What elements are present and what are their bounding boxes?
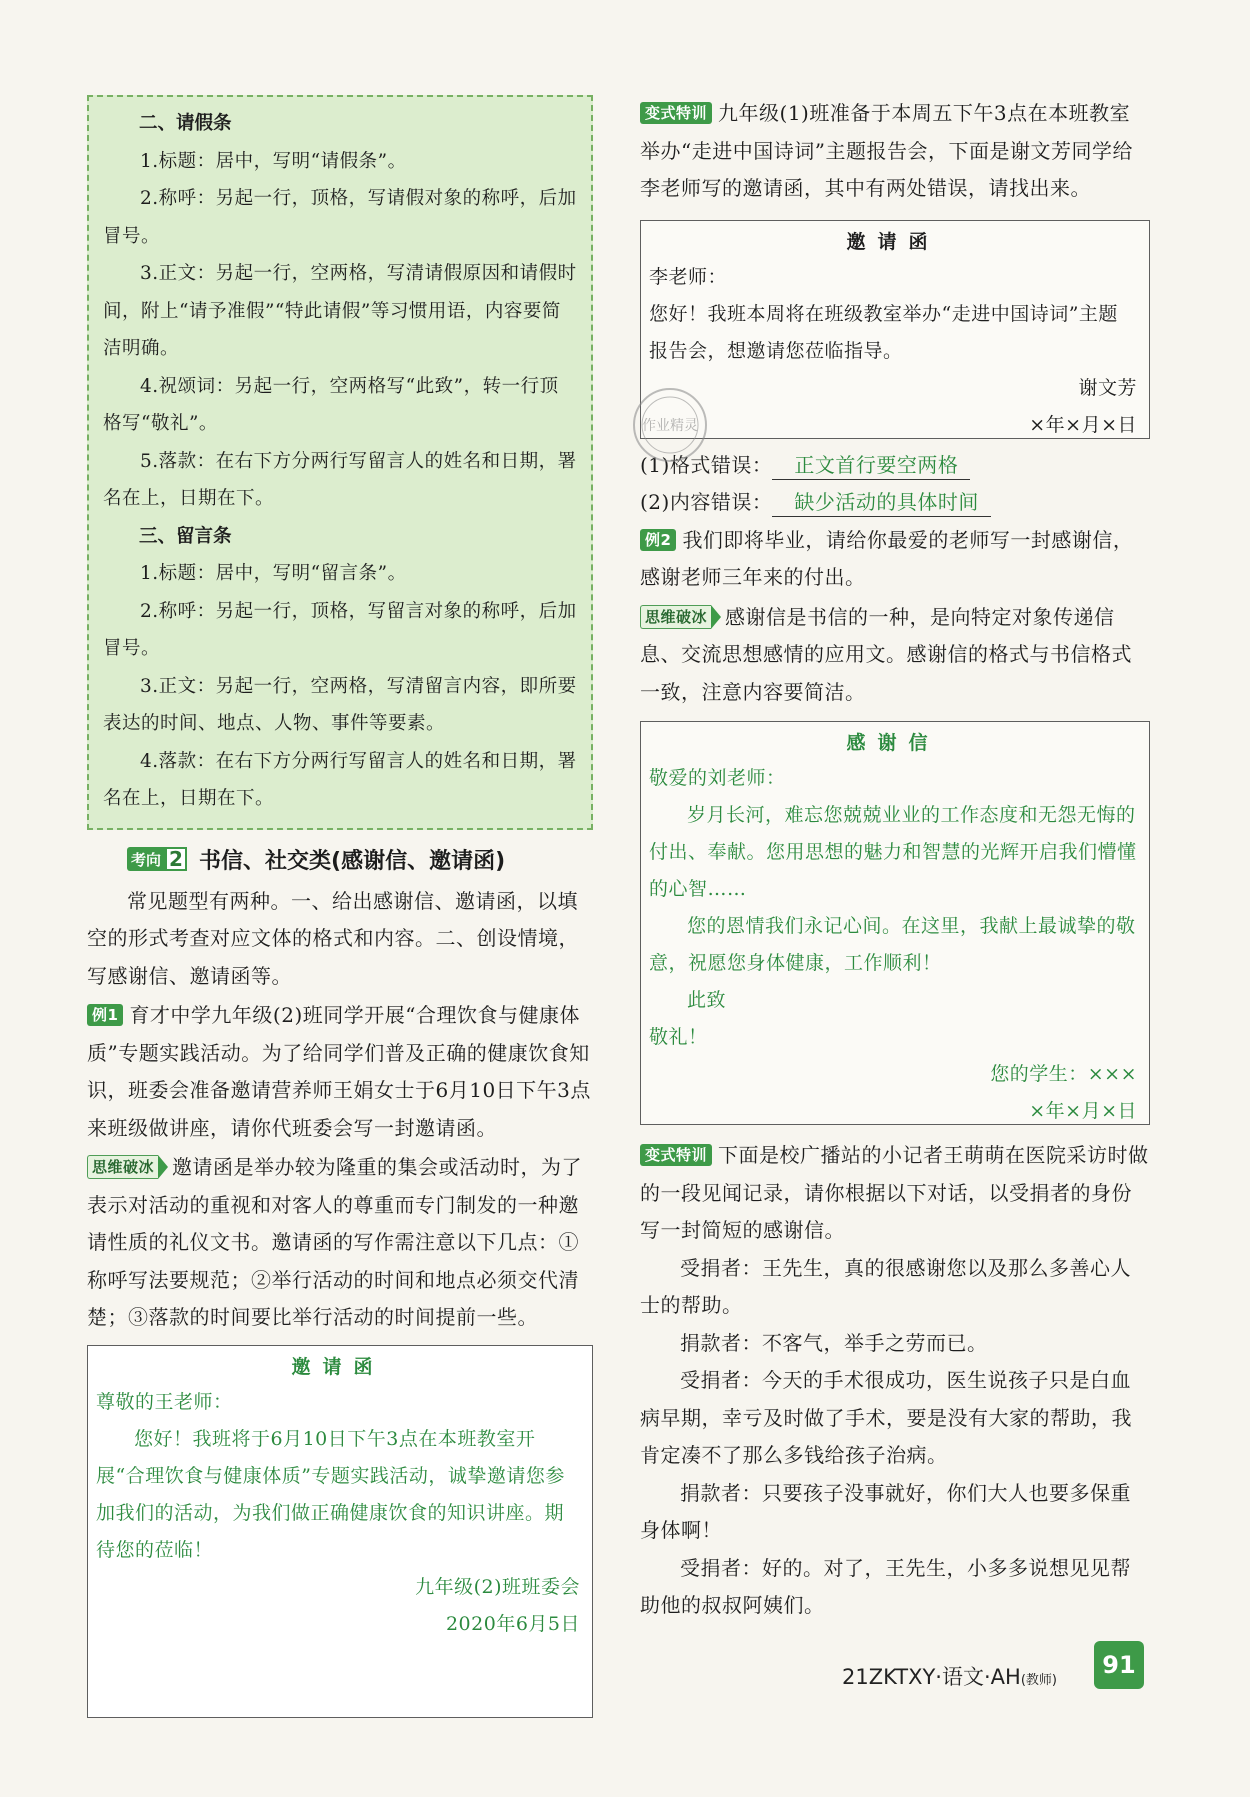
invitation-1-body: 您好！我班将于6月10日下午3点在本班教室开展“合理饮食与健康体质”专题实践活动，诚挚邀请您参加我们的活动，为我们做正确健康饮食的知识讲座。期待您的莅临！ xyxy=(96,1427,565,1561)
leave-note-item-1: 1.标题：居中，写明“请假条”。 xyxy=(140,150,407,172)
invitation-letter-1 xyxy=(87,1345,593,1718)
leave-note-item-5: 5.落款：在右下方分两行写留言人的姓名和日期，署名在上，日期在下。 xyxy=(103,450,577,509)
example-1 xyxy=(87,997,593,1147)
answer-2-label: (2)内容错误： xyxy=(640,490,773,514)
answer-2 xyxy=(640,484,1150,522)
think-2-badge: 思维破冰 xyxy=(640,605,711,629)
dialogue-4: 捐款者：只要孩子没事就好，你们大人也要多保重身体啊！ xyxy=(640,1480,1131,1542)
variant-2 xyxy=(640,1137,1150,1250)
example-2-badge: 例2 xyxy=(640,529,676,551)
play-arrow-icon xyxy=(711,605,721,629)
invitation-2-signer: 谢文芳 xyxy=(1078,376,1137,399)
svg-text:作业精灵: 作业精灵 xyxy=(642,418,698,434)
section-intro: 常见题型有两种。一、给出感谢信、邀请函，以填空的形式考查对应文体的格式和内容。二、创设情境，写感谢信、邀请函等。 xyxy=(87,888,579,988)
variant-1-text: 九年级(1)班准备于本周五下午3点在本班教室举办“走进中国诗词”主题报告会，下面是谢文芳同学给李老师写的邀请函，其中有两处错误，请找出来。 xyxy=(640,101,1133,200)
example-2 xyxy=(640,522,1150,597)
section-title: 书信、社交类(感谢信、邀请函) xyxy=(199,848,506,874)
thanks-paragraph-1: 岁月长河，难忘您兢兢业业的工作态度和无怨无悔的付出、奉献。您用思想的魅力和智慧的光辉开启我们懵懂的心智…… xyxy=(649,804,1137,900)
page-number: 91 xyxy=(1094,1641,1144,1689)
message-note-item-4: 4.落款：在右下方分两行写留言人的姓名和日期，署名在上，日期在下。 xyxy=(103,750,577,809)
thanks-letter xyxy=(640,721,1150,1125)
edition-role: (教师) xyxy=(1020,1673,1057,1688)
leave-note-item-2: 2.称呼：另起一行，顶格，写请假对象的称呼，后加冒号。 xyxy=(103,188,577,247)
variant-2-badge: 变式特训 xyxy=(640,1144,712,1166)
message-note-item-3: 3.正文：另起一行，空两格，写清留言内容，即所要表达的时间、地点、人物、事件等要素。 xyxy=(103,675,577,734)
left-column xyxy=(87,95,593,1718)
think-1 xyxy=(87,1149,593,1337)
think-1-badge: 思维破冰 xyxy=(87,1155,158,1179)
message-note-item-1: 1.标题：居中，写明“留言条”。 xyxy=(140,563,407,584)
answer-1-value: 正文首行要空两格 xyxy=(772,451,970,480)
message-note-heading: 三、留言条 xyxy=(139,525,232,547)
variant-2-text: 下面是校广播站的小记者王萌萌在医院采访时做的一段见闻记录，请你根据以下对话，以受捐者的身份写一封简短的感谢信。 xyxy=(640,1143,1149,1242)
message-note-item-2: 2.称呼：另起一行，顶格，写留言对象的称呼，后加冒号。 xyxy=(103,600,577,659)
answer-1-label: (1)格式错误： xyxy=(640,452,773,477)
invitation-2-date: ×年×月×日 xyxy=(1029,413,1137,436)
thanks-paragraph-2: 您的恩情我们永记心间。在这里，我献上最诚挚的敬意，祝愿您身体健康，工作顺利！ xyxy=(649,915,1136,974)
invitation-1-title: 邀请函 xyxy=(291,1355,385,1378)
answer-2-value: 缺少活动的具体时间 xyxy=(772,488,991,517)
invitation-2-title: 邀请函 xyxy=(846,230,940,253)
dialogue-5: 受捐者：好的。对了，王先生，小多多说想见见帮助他的叔叔阿姨们。 xyxy=(640,1555,1131,1617)
thanks-signer: 您的学生：××× xyxy=(990,1063,1137,1085)
right-column xyxy=(640,95,1150,1625)
dialogue-1: 受捐者：王先生，真的很感谢您以及那么多善心人士的帮助。 xyxy=(640,1255,1131,1317)
thanks-close-2: 敬礼！ xyxy=(649,1026,708,1048)
section-number: 2 xyxy=(165,847,187,871)
page-footer xyxy=(842,1661,1057,1691)
think-2-text: 感谢信是书信的一种，是向特定对象传递信息、交流思想感情的应用文。感谢信的格式与书信格式一致，注意内容要简洁。 xyxy=(640,604,1132,704)
book-code: 21ZKTXY·语文·AH xyxy=(842,1665,1021,1689)
watermark-stamp-icon xyxy=(630,375,710,475)
section-badge: 考向 xyxy=(127,847,165,871)
invitation-1-signer: 九年级(2)班班委会 xyxy=(415,1575,580,1598)
invitation-2-body: 您好！我班本周将在班级教室举办“走进中国诗词”主题报告会，想邀请您莅临指导。 xyxy=(649,302,1118,362)
dialogue-3: 受捐者：今天的手术很成功，医生说孩子只是白血病早期，幸亏及时做了手术，要是没有大家的帮助，我肯定凑不了那么多钱给孩子治病。 xyxy=(640,1368,1132,1467)
example-1-badge: 例1 xyxy=(87,1004,123,1026)
example-2-text: 我们即将毕业，请给你最爱的老师写一封感谢信，感谢老师三年来的付出。 xyxy=(640,527,1134,589)
format-notes-box xyxy=(87,95,593,830)
variant-1 xyxy=(640,95,1150,208)
invitation-1-date: 2020年6月5日 xyxy=(445,1612,580,1635)
invitation-letter-2 xyxy=(640,220,1150,439)
invitation-1-salutation: 尊敬的王老师： xyxy=(96,1390,233,1413)
example-1-text: 育才中学九年级(2)班同学开展“合理饮食与健康体质”专题实践活动。为了给同学们普及正确的健康饮食知识，班委会准备邀请营养师王娟女士于6月10日下午3点来班级做讲座，请你代班委会写一封邀请函。 xyxy=(87,1003,591,1140)
thanks-title: 感谢信 xyxy=(846,732,940,754)
thanks-close-1: 此致 xyxy=(687,989,727,1011)
play-arrow-icon xyxy=(158,1155,168,1179)
thanks-date: ×年×月×日 xyxy=(1029,1100,1137,1122)
dialogue-2: 捐款者：不客气，举手之劳而已。 xyxy=(680,1330,988,1355)
think-2 xyxy=(640,599,1150,712)
thanks-salutation: 敬爱的刘老师： xyxy=(649,767,786,789)
answer-1 xyxy=(640,447,1150,485)
think-1-text: 邀请函是举办较为隆重的集会或活动时，为了表示对活动的重视和对客人的尊重而专门制发的一种邀请性质的礼仪文书。邀请函的写作需注意以下几点：①称呼写法要规范；②举行活动的时间和地点必须交代清楚；③落款的时间要比举行活动的时间提前一些。 xyxy=(87,1155,583,1329)
invitation-2-salutation: 李老师： xyxy=(649,265,728,288)
variant-1-badge: 变式特训 xyxy=(640,102,712,124)
leave-note-item-4: 4.祝颂词：另起一行，空两格写“此致”，转一行顶格写“敬礼”。 xyxy=(103,375,559,434)
section-heading xyxy=(127,844,593,875)
leave-note-item-3: 3.正文：另起一行，空两格，写清请假原因和请假时间，附上“请予准假”“特此请假”等习惯用语，内容要简洁明确。 xyxy=(103,263,577,359)
leave-note-heading: 二、请假条 xyxy=(139,113,232,134)
